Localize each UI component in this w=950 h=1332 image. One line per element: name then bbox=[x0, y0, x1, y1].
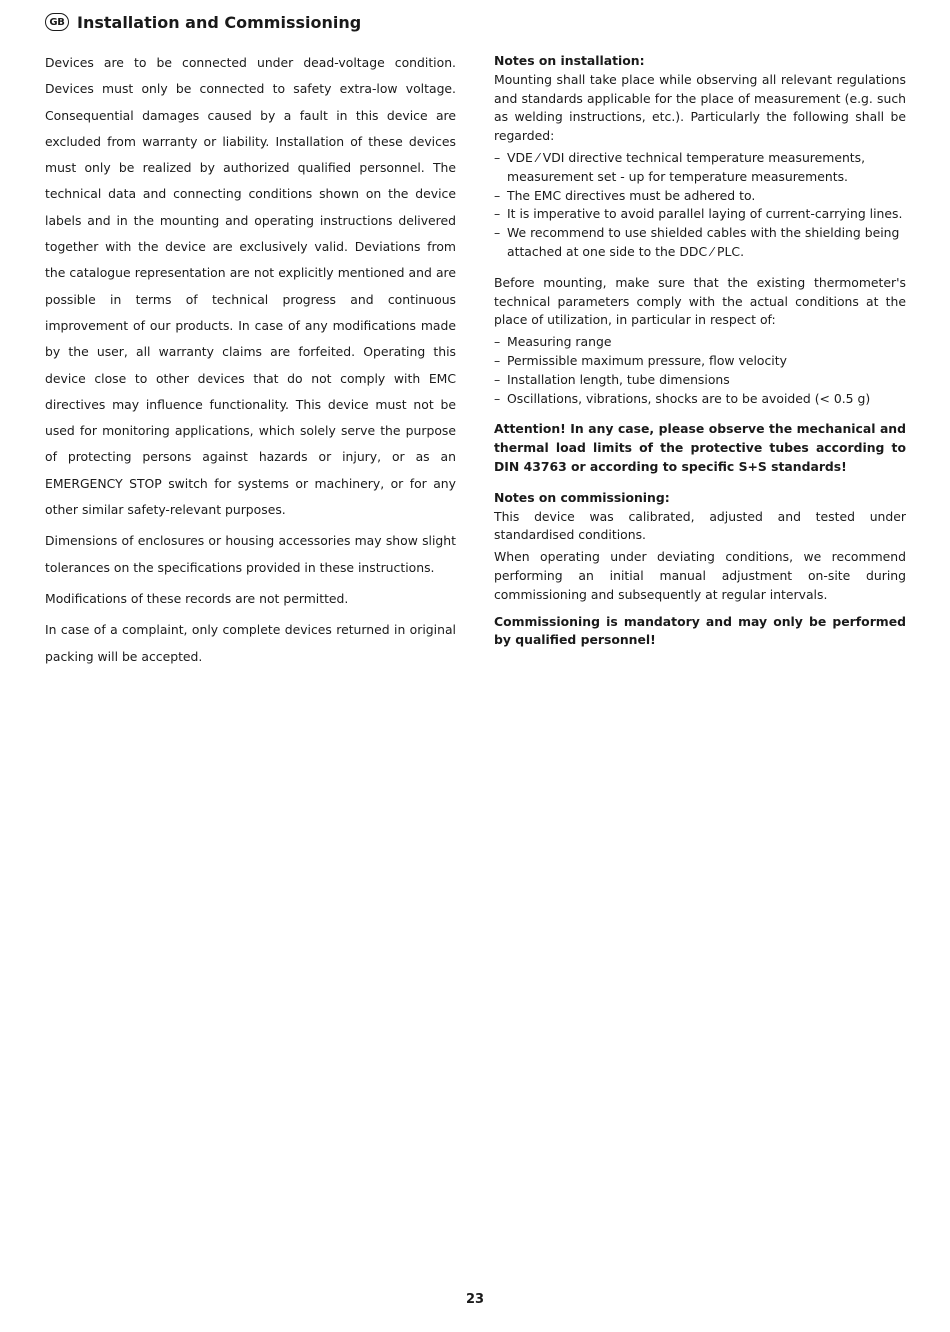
page-number: 23 bbox=[465, 1292, 485, 1307]
commissioning-para-2: When operating under deviating conditions, we recommend performing an initial manual adjustment on-site during commissioning and subsequently at regular intervals. bbox=[494, 549, 906, 602]
mounting-intro: Before mounting, make sure that the existing thermometer's technical parameters comply with the actual conditions at the place of utilization, in particular in respect of: bbox=[494, 274, 906, 328]
mounting-list bbox=[494, 333, 906, 408]
paragraph-dimensions: Dimensions of enclosures or housing accessories may show slight tolerances on the specifications provided in these instructions. bbox=[45, 533, 456, 575]
list-item: – We recommend to use shielded cables with the shielding being attached at one side to the DDC ⁄ PLC. bbox=[494, 224, 906, 262]
installation-intro: Mounting shall take place while observing all relevant regulations and standards applicable for the place of measurement (e.g. such as welding instructions, etc.). Particularly the following shall be regarded: bbox=[494, 71, 906, 144]
page-header bbox=[45, 10, 361, 34]
list-item: – Installation length, tube dimensions bbox=[494, 371, 906, 390]
language-badge: GB bbox=[45, 13, 69, 31]
commissioning-heading: Notes on commissioning: bbox=[494, 489, 670, 505]
installation-list bbox=[494, 149, 906, 262]
page-title: Installation and Commissioning bbox=[77, 12, 362, 32]
paragraph-general-safety: Devices are to be connected under dead-voltage condition. Devices must only be connected to safety extra-low voltage. Consequential damages caused by a fault in this device are excluded from warranty or liability. Installation of these devices must only be realized by authorized qualified personnel. The technical data and connecting conditions shown on the device labels and in the mounting and operating instructions delivered together with the device are exclusively valid. Deviations from the catalogue representation are not explicitly mentioned and are possible in terms of technical progress and continuous improvement of our products. In case of any modifications made by the user, all warranty claims are forfeited. Operating this device close to other devices that do not comply with EMC directives may influence functionality. This device must not be used for monitoring applications, which solely serve the purpose of protecting persons against hazards or injury, or as an EMERGENCY STOP switch for systems or machinery, or for any other similar safety-relevant purposes. bbox=[45, 55, 456, 518]
list-item: – Oscillations, vibrations, shocks are to be avoided (< 0.5 g) bbox=[494, 390, 906, 409]
commissioning-para-1: This device was calibrated, adjusted and tested under standardised conditions. bbox=[494, 508, 906, 543]
left-column bbox=[45, 50, 456, 675]
installation-heading: Notes on installation: bbox=[494, 53, 645, 68]
commissioning-mandatory-note: Commissioning is mandatory and may only be performed by qualified personnel! bbox=[494, 613, 906, 648]
attention-note: Attention! In any case, please observe the mechanical and thermal load limits of the protective tubes according to DIN 43763 or according to specific S+S standards! bbox=[494, 421, 906, 474]
list-item: – The EMC directives must be adhered to. bbox=[494, 187, 906, 206]
list-item: – It is imperative to avoid parallel laying of current-carrying lines. bbox=[494, 205, 906, 224]
list-item: – VDE ⁄ VDI directive technical temperature measurements, measurement set - up for temperature measurements. bbox=[494, 149, 906, 187]
list-item: – Measuring range bbox=[494, 333, 906, 352]
list-item: – Permissible maximum pressure, flow velocity bbox=[494, 352, 906, 371]
paragraph-complaint: In case of a complaint, only complete devices returned in original packing will be accepted. bbox=[45, 622, 456, 664]
paragraph-modifications: Modifications of these records are not permitted. bbox=[45, 590, 349, 606]
right-column bbox=[494, 52, 906, 650]
